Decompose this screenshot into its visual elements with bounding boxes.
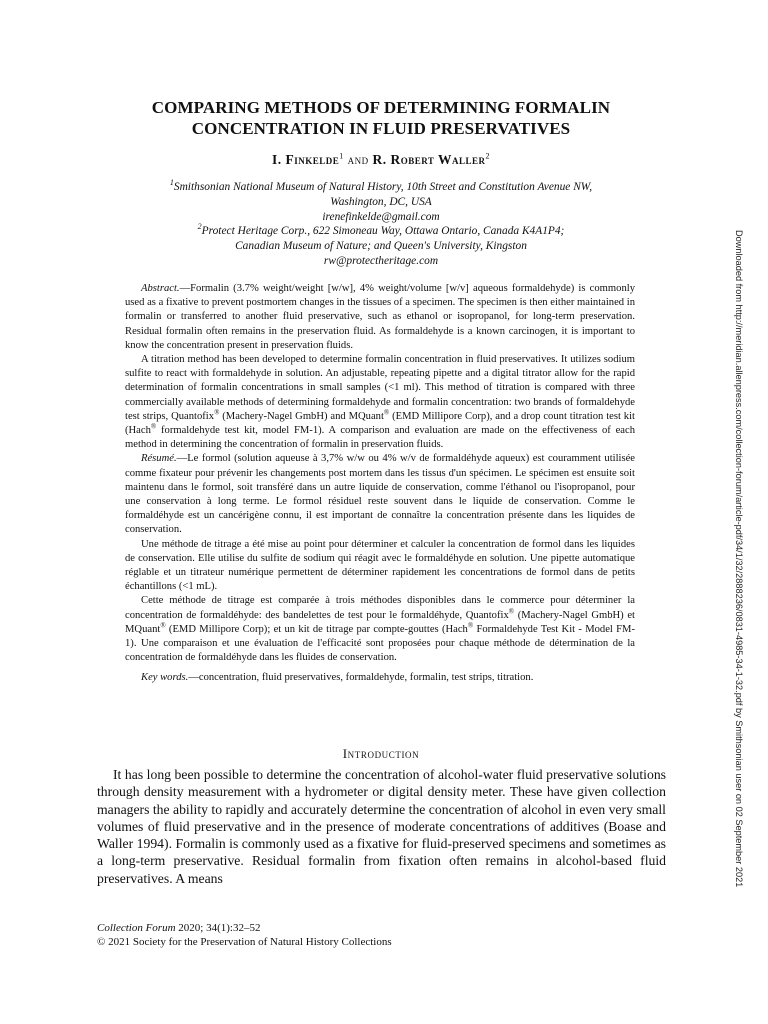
affiliation-2-sup: 2 bbox=[197, 222, 202, 232]
affiliation-2-text: Protect Heritage Corp., 622 Simoneau Way, Ottawa Ontario, Canada K4A1P4; bbox=[201, 225, 565, 238]
registered-mark: ® bbox=[214, 408, 220, 417]
keywords-label: Key words. bbox=[141, 672, 189, 684]
affiliation-1-text: Smithsonian National Museum of Natural History, 10th Street and Constitution Avenue NW, bbox=[173, 181, 593, 193]
author-conjunction: and bbox=[347, 152, 369, 167]
affiliation-1-line-2: Washington, DC, USA bbox=[330, 195, 432, 208]
citation-line bbox=[97, 921, 392, 935]
page-footer bbox=[97, 921, 392, 949]
registered-mark: ® bbox=[508, 607, 515, 616]
resume-label: Résumé. bbox=[141, 453, 177, 465]
abstract-text-2a: A titration method has been developed to determine formalin concentration in fluid preservatives. It utilizes sodium sulfite to react with formaldehyde in solution. An adjustable, repeating pipette and a digital titrator allow for the rapid determination of formalin concentrations in small samples (<1 ml). This method of titration is compared with three commercially available methods of determining formaldehyde and formalin concentration: two brands of formaldehyde test strips, Quantofix bbox=[125, 354, 635, 422]
author-2-sup: 2 bbox=[485, 151, 491, 161]
resume-paragraph-1 bbox=[125, 452, 635, 537]
affiliation-2-line-1 bbox=[96, 224, 666, 239]
introduction-paragraph-1: It has long been possible to determine the concentration of alcohol-water fluid preservative solutions through density measurement with a hydrometer or digital density meter. These have given collection managers the ability to rapidly and accurately determine the concentration of alcohol in even very small volumes of fluid preservative and in the presence of moderate concentrations of additives (Boase and Waller 1994). Formalin is commonly used as a fixative for fluid-preserved specimens and sometimes as a long-term preservative. Residual formalin from fixation often remains in alcohol-based fluid preservatives. A means bbox=[97, 767, 666, 886]
citation-details: 2020; 34(1):32–52 bbox=[175, 922, 261, 934]
abstract-text-1: —Formalin (3.7% weight/weight [w/w], 4% weight/volume [w/v] aqueous formaldehyde) is commonly used as a fixative to prevent postmortem changes in the tissues of a specimen. The specimen is then either maintained in formalin or transferred to another fluid preservative, such as ethanol or isopropanol, for long-term preservation. Residual formalin often remains in the preservation fluid. As formaldehyde is a known carcinogen, it is important to know the concentration present in preservation fluids. bbox=[125, 283, 635, 351]
resume-paragraph-3 bbox=[125, 594, 635, 665]
abstract-text-2b: (Machery-Nagel GmbH) and MQuant bbox=[219, 410, 384, 422]
resume-text-3a: Cette méthode de titrage est comparée à trois méthodes disponibles dans le commerce pour déterminer la concentration de formaldéhyde: des bandelettes de test pour le formaldéhyde, Quantofix bbox=[125, 595, 635, 621]
abstract-text-2d: formaldehyde test kit, model FM-1). A comparison and evaluation are made on the effectiveness of each method in determining the concentration of formalin in preservation fluids. bbox=[125, 425, 635, 451]
download-watermark: Downloaded from http://meridian.allenpress.com/collection-forum/article-pdf/34/1/32/2888236/0831-4985-34-1-32.pdf by Smithsonian user on 02 September 2021 bbox=[734, 230, 744, 888]
registered-mark: ® bbox=[160, 621, 166, 630]
keywords-text: —concentration, fluid preservatives, formaldehyde, formalin, test strips, titration. bbox=[188, 672, 534, 684]
abstract-paragraph-1 bbox=[125, 282, 635, 353]
abstract-label: Abstract. bbox=[141, 283, 180, 294]
section-heading-introduction: Introduction bbox=[342, 746, 420, 761]
affiliation-1-email[interactable]: irenefinkelde@gmail.com bbox=[322, 210, 440, 223]
abstract-paragraph-2 bbox=[125, 353, 635, 452]
resume-text-3c: (EMD Millipore Corp); et un kit de titrage par compte-gouttes (Hach bbox=[165, 623, 468, 635]
paper-title bbox=[96, 97, 666, 139]
author-1: I. Finkelde bbox=[271, 152, 340, 167]
affiliation-1-sup: 1 bbox=[169, 178, 174, 188]
registered-mark: ® bbox=[383, 408, 390, 417]
keywords-paragraph bbox=[125, 671, 635, 685]
title-line-2: CONCENTRATION IN FLUID PRESERVATIVES bbox=[191, 119, 571, 138]
resume-paragraph-2: Une méthode de titrage a été mise au point pour déterminer et calculer la concentration de formol dans les liquides de conservation. Elle utilise du sulfite de sodium qui réagit avec le formaldéhyde en solution. Une pipette automatique réglable et un titrateur numérique permettent de déterminer rapidement les concentrations de formol dans de petits échantillons (<1 mL). bbox=[125, 538, 635, 593]
affiliation-1-line-1 bbox=[96, 180, 666, 195]
resume-text-3d: Formaldehyde Test Kit - Model FM-1). Une comparaison et une évaluation de l'efficacité sont proposées pour chaque méthode de détermination de la concentration de formaldéhyde dans les fluides de conservation. bbox=[125, 623, 635, 664]
title-line-1: COMPARING METHODS OF DETERMINING FORMALIN bbox=[151, 98, 611, 117]
author-list bbox=[96, 152, 666, 168]
author-2: R. Robert Waller bbox=[372, 152, 486, 167]
copyright-line: © 2021 Society for the Preservation of Natural History Collections bbox=[97, 936, 392, 948]
journal-name: Collection Forum bbox=[97, 922, 176, 934]
affiliations bbox=[96, 180, 666, 269]
introduction-body bbox=[97, 766, 666, 887]
abstract-block bbox=[125, 282, 635, 686]
affiliation-2-email[interactable]: rw@protectheritage.com bbox=[323, 254, 439, 267]
resume-text-1: —Le formol (solution aqueuse à 3,7% w/w ou 4% w/v de formaldéhyde aqueux) est couramment utilisée comme fixateur pour prévenir les changements post mortem dans les tissus d'un spécimen. Le spécimen est ensuite soit maintenu dans le formol, soit transféré dans un autre liquide de conservation, comme l'éthanol ou l'isopropanol, pour une conservation à long terme. Le formol résiduel reste souvent dans le liquide de conservation. Comme le formaldéhyde est un cancérigène connu, il est important de connaître la concentration présente dans les liquides de conservation. bbox=[125, 453, 635, 536]
registered-mark: ® bbox=[150, 422, 157, 431]
registered-mark: ® bbox=[467, 621, 474, 630]
resume-text-3b: (Machery-Nagel GmbH) et MQuant bbox=[125, 609, 635, 635]
abstract-text-2c: (EMD Millipore Corp), and a drop count titration test kit (Hach bbox=[125, 410, 635, 437]
author-1-sup: 1 bbox=[339, 151, 344, 161]
affiliation-2-line-2: Canadian Museum of Nature; and Queen's University, Kingston bbox=[235, 240, 527, 253]
